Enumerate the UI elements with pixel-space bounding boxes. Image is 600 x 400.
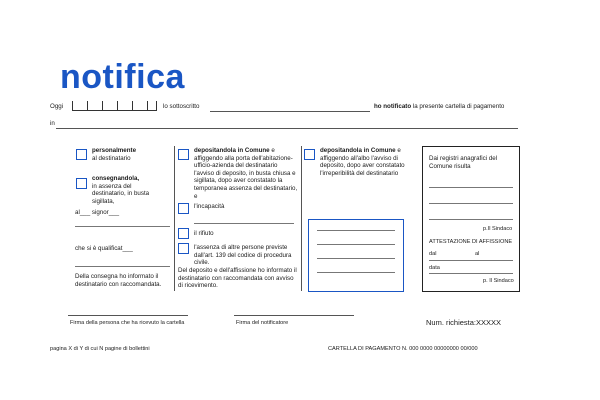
dal-label: dal: [429, 251, 437, 257]
in-label: in: [50, 120, 55, 127]
date-box[interactable]: [102, 101, 117, 111]
sindaco2-label: p. Il Sindaco: [483, 278, 514, 284]
data-line[interactable]: [429, 273, 513, 274]
date-box[interactable]: [87, 101, 102, 111]
incapacita-label: l'incapacità: [194, 203, 225, 210]
pagina-info: pagina X di Y di cui N pagine di bollettini: [50, 346, 150, 352]
registri-label: Dai registri anagrafici del Comune risulta: [429, 155, 498, 170]
qualificat-line[interactable]: [75, 266, 170, 267]
notified-statement: [374, 103, 504, 111]
consegnandola-checkbox[interactable]: [76, 178, 87, 189]
firma-notificatore-label: Firma del notificatore: [236, 320, 289, 326]
albo-box[interactable]: [308, 219, 404, 292]
deposito-comune-checkbox[interactable]: [178, 149, 189, 160]
col3-text: [320, 147, 406, 177]
opt1-desc: al destinatario: [92, 154, 131, 162]
albo-line[interactable]: [317, 230, 395, 231]
registri-line[interactable]: [429, 187, 513, 188]
in-line[interactable]: [56, 128, 518, 129]
page-title: notifica: [60, 58, 185, 96]
opt1-text: [92, 147, 172, 162]
opt2-text: [92, 175, 164, 205]
col3-bold: depositandola in Comune: [320, 147, 396, 154]
attestazione-label: ATTESTAZIONE DI AFFISSIONE: [429, 239, 513, 245]
data-label: data: [429, 265, 440, 271]
assenza-checkbox[interactable]: [178, 243, 189, 254]
opt2-desc: in assenza del destinatario, in busta sigillata,: [92, 182, 150, 205]
albo-checkbox[interactable]: [304, 149, 315, 160]
firma-persona-line[interactable]: [68, 315, 188, 316]
registri-line[interactable]: [429, 203, 513, 204]
column-divider: [174, 146, 175, 291]
date-box[interactable]: [72, 101, 87, 111]
albo-line[interactable]: [317, 244, 395, 245]
column-divider: [301, 146, 302, 291]
notified-bold: ho notificato: [374, 103, 412, 110]
col1-note: Della consegna ho informato il destinatario con raccomandata.: [75, 273, 162, 288]
al-signor-label: al___ signor___: [75, 209, 120, 216]
registri-line[interactable]: [429, 219, 513, 220]
al-signor-line[interactable]: [75, 226, 170, 227]
sindaco-label: p.Il Sindaco: [483, 226, 513, 232]
col2-text: [194, 147, 298, 200]
sottoscritto-line[interactable]: [210, 111, 370, 112]
albo-line[interactable]: [317, 272, 395, 273]
qualificat-label: che si è qualificat___: [75, 245, 133, 252]
col3-desc: e affiggendo all'albo l'avviso di deposito, dopo aver constatato l'irreperibilità del destinatario: [320, 147, 405, 177]
incapacita-checkbox[interactable]: [178, 203, 189, 214]
albo-line[interactable]: [317, 258, 395, 259]
incapacita-line[interactable]: [194, 223, 294, 224]
date-box[interactable]: [132, 101, 147, 111]
rifiuto-checkbox[interactable]: [178, 228, 189, 239]
opt2-bold: consegnandola,: [92, 175, 140, 182]
assenza-label: l'assenza di altre persone previste dall'art. 139 del codice di procedura civile.: [194, 244, 292, 267]
col2-bold: depositandola in Comune: [194, 147, 270, 154]
notified-rest: la presente cartella di pagamento: [412, 103, 505, 110]
anagrafe-box: [422, 146, 520, 292]
rifiuto-label: il rifiuto: [194, 230, 214, 237]
personalmente-checkbox[interactable]: [76, 149, 87, 160]
sottoscritto-label: lo sottoscritto: [163, 103, 200, 110]
firma-persona-label: Firma della persona che ha ricevuto la cartella: [70, 320, 185, 326]
col2-desc: e affiggendo alla porta dell'abitazione-ufficio-azienda del destinatario l'avviso di deposito, in busta chiusa e sigillata, dopo aver constatato la temporanea assenza del destinatario, e: [194, 147, 298, 200]
firma-notificatore-line[interactable]: [234, 315, 354, 316]
date-box[interactable]: [117, 101, 132, 111]
date-box[interactable]: [147, 101, 157, 111]
deposito-note: Del deposito e dell'affissione ho informato il destinatario con raccomandata con avviso di ricevimento.: [178, 267, 297, 290]
al-label: al: [475, 251, 480, 257]
num-richiesta: Num. richiesta:XXXXX: [426, 318, 502, 327]
opt1-bold: personalmente: [92, 147, 137, 154]
oggi-label: Oggi: [50, 103, 64, 110]
cartella-number: CARTELLA DI PAGAMENTO N. 000 0000 00000000 00/000: [328, 346, 478, 352]
dal-al-line[interactable]: [429, 260, 513, 261]
